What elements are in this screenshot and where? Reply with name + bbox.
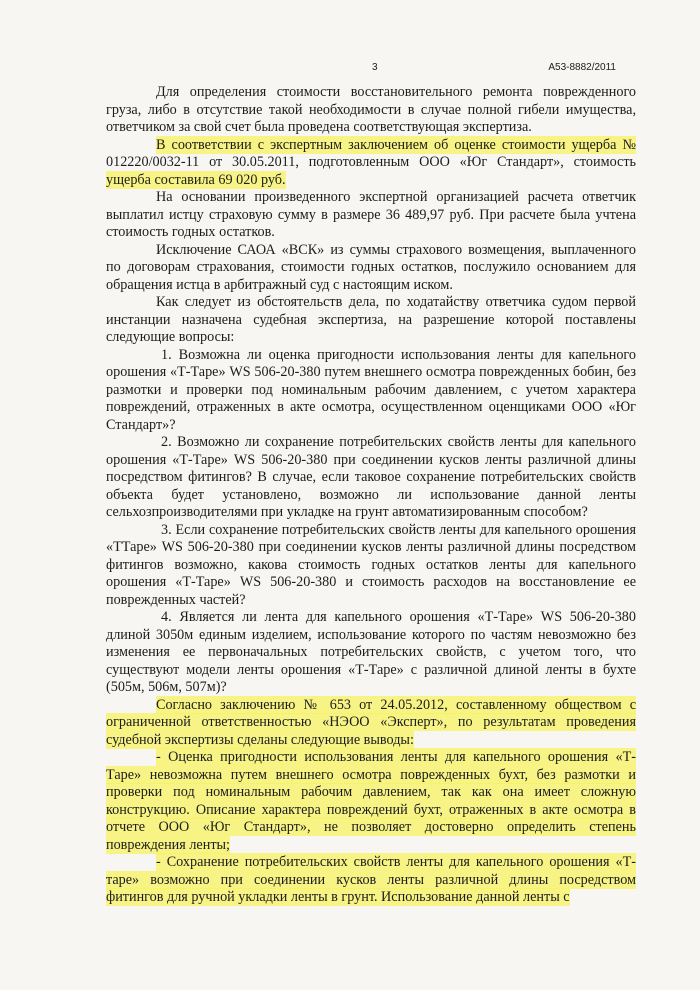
question-item: 2. Возможно ли сохранение потребительских свойств ленты для капельного орошения «Т-Таре» WS 506-20-380 при соединении кусков ленты различной длины посредством фитингов? В случае, если таковое сохранение потребительских свойств объекта будет установлено, возможно ли использование данной ленты сельхозпроизводителями при укладке на грунт автоматизированным способом? — [106, 434, 636, 520]
paragraph: Как следует из обстоятельств дела, по ходатайству ответчика судом первой инстанции назначена судебная экспертиза, на разрешение которой поставлены следующие вопросы: — [106, 294, 636, 345]
question-item: 4. Является ли лента для капельного орошения «Т-Таре» WS 506-20-380 длиной 3050м единым изделием, использование которого по частям невозможно без изменения ее первоначальных потребительских свойств, с учетом того, что существуют модели ленты орошения «Т-Таре» с различной длиной ленты в бухте (505м, 506м, 507м)? — [106, 609, 636, 695]
paragraph: На основании произведенного экспертной организацией расчета ответчик выплатил истцу страховую сумму в размере 36 489,97 руб. При расчете была учтена стоимость годных остатков. — [106, 189, 636, 240]
question-item: 1. Возможна ли оценка пригодности использования ленты для капельного орошения «Т-Таре» WS 506-20-380 путем внешнего осмотра поврежденных бобин, без размотки и проверки под номинальным рабочим давлением, с учетом характера повреждений, отраженных в акте осмотра, осуществленном оценщиками ООО «Юг Стандарт»? — [106, 346, 636, 433]
question-item: 3. Если сохранение потребительских свойств ленты для капельного орошения «ТТаре» WS 506-20-380 при соединении кусков ленты различной длины посредством фитингов возможно, какова стоимость годных остатков ленты для капельного орошения «Т-Таре» WS 506-20-380 и стоимость расходов на восстановление ее поврежденных частей? — [106, 521, 636, 608]
conclusion-item-highlighted: - Оценка пригодности использования ленты для капельного орошения «Т-Таре» невозможна путем внешнего осмотра поврежденных бухт, без размотки и проверки под номинальным рабочим давлением, так как она имеет сложную конструкцию. Описание характера повреждений бухт, отраженных в акте осмотра в отчете ООО «Юг Стандарт», не позволяет достоверно определить степень повреждения ленты; — [106, 749, 636, 853]
case-number: А53-8882/2011 — [548, 62, 616, 73]
highlight-segment: ущерба составила 69 020 руб. — [106, 171, 286, 188]
paragraph: Для определения стоимости восстановительного ремонта поврежденного груза, либо в отсутствие такой необходимости в случае полной гибели имущества, ответчиком за свой счет была проведена соответствующая экспертиза. — [106, 84, 636, 135]
page-number: 3 — [372, 62, 378, 73]
document-body — [106, 84, 636, 907]
paragraph: Исключение САОА «ВСК» из суммы страхового возмещения, выплаченного по договорам страхования, стоимости годных остатков, послужило основанием для обращения истца в арбитражный суд с настоящим иском. — [106, 241, 636, 293]
highlight-segment: В соответствии с экспертным заключением об оценке стоимости ущерба № — [156, 136, 636, 153]
paragraph-highlighted: Согласно заключению № 653 от 24.05.2012, составленному обществом с ограниченной ответственностью «НЭОО «Эксперт», по результатам проведения судебной экспертизы сделаны следующие выводы: — [106, 696, 636, 748]
conclusion-item-highlighted: - Сохранение потребительских свойств ленты для капельного орошения «Т-таре» возможно при соединении кусков ленты различной длины посредством фитингов для ручной укладки ленты в грунт. Использование данной ленты с — [106, 854, 636, 905]
paragraph-highlighted-partial: В соответствии с экспертным заключением об оценке стоимости ущерба № 012220/0032-11 от 30.05.2011, подготовленным ООО «Юг Стандарт», стоимость ущерба составила 69 020 руб. — [106, 136, 636, 188]
